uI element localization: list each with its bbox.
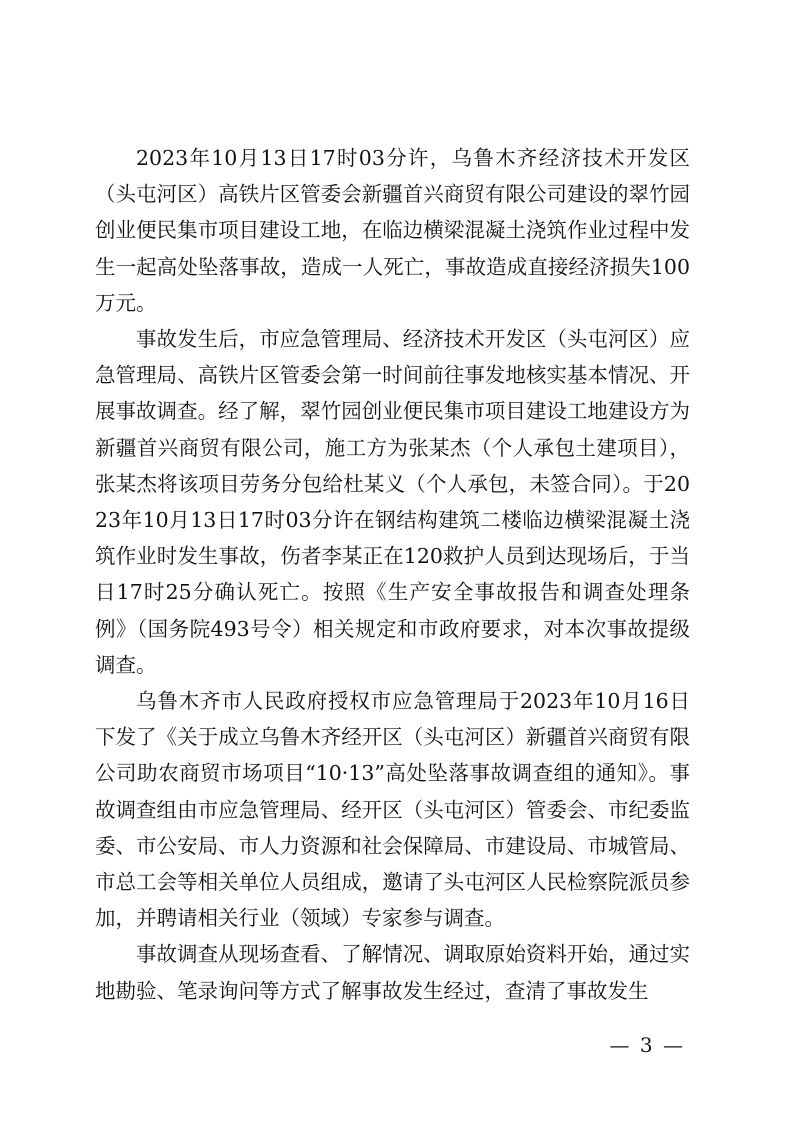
paragraph-investigation-method: 事故调查从现场查看、了解情况、调取原始资料开始，通过实地勘验、笔录询问等方式了解事故发生经过，查清了事故发生 — [95, 942, 690, 1003]
page-number: — 3 — — [609, 1033, 685, 1057]
paragraph-investigation-team: 乌鲁木齐市人民政府授权市应急管理局于2023年10月16日下发了《关于成立乌鲁木齐经开区（头屯河区）新疆首兴商贸有限公司助农商贸市场项目“10·13”高处坠落事故调查组的通知》。事故调查组由市应急管理局、经开区（头屯河区）管委会、市纪委监委、市公安局、市人力资源和社会保障局、市建设局、市城管局、市总工会等相关单位人员组成，邀请了头屯河区人民检察院派员参加，并聘请相关行业（领域）专家参与调查。 — [95, 689, 690, 931]
document-body — [95, 140, 690, 1009]
paragraph-initial-response: 事故发生后，市应急管理局、经济技术开发区（头屯河区）应急管理局、高铁片区管委会第一时间前往事发地核实基本情况、开展事故调查。经了解，翠竹园创业便民集市项目建设工地建设方为新疆首兴商贸有限公司，施工方为张某杰（个人承包土建项目），张某杰将该项目劳务分包给杜某义（个人承包，未签合同）。于2023年10月13日17时03分许在钢结构建筑二楼临边横梁混凝土浇筑作业时发生事故，伤者李某正在120救护人员到达现场后，于当日17时25分确认死亡。按照《生产安全事故报告和调查处理条例》（国务院493号令）相关规定和市政府要求，对本次事故提级调查。 — [95, 327, 690, 677]
paragraph-accident-overview: 2023年10月13日17时03分许，乌鲁木齐经济技术开发区（头屯河区）高铁片区管委会新疆首兴商贸有限公司建设的翠竹园创业便民集市项目建设工地，在临边横梁混凝土浇筑作业过程中发生一起高处坠落事故，造成一人死亡，事故造成直接经济损失100万元。 — [95, 146, 690, 315]
